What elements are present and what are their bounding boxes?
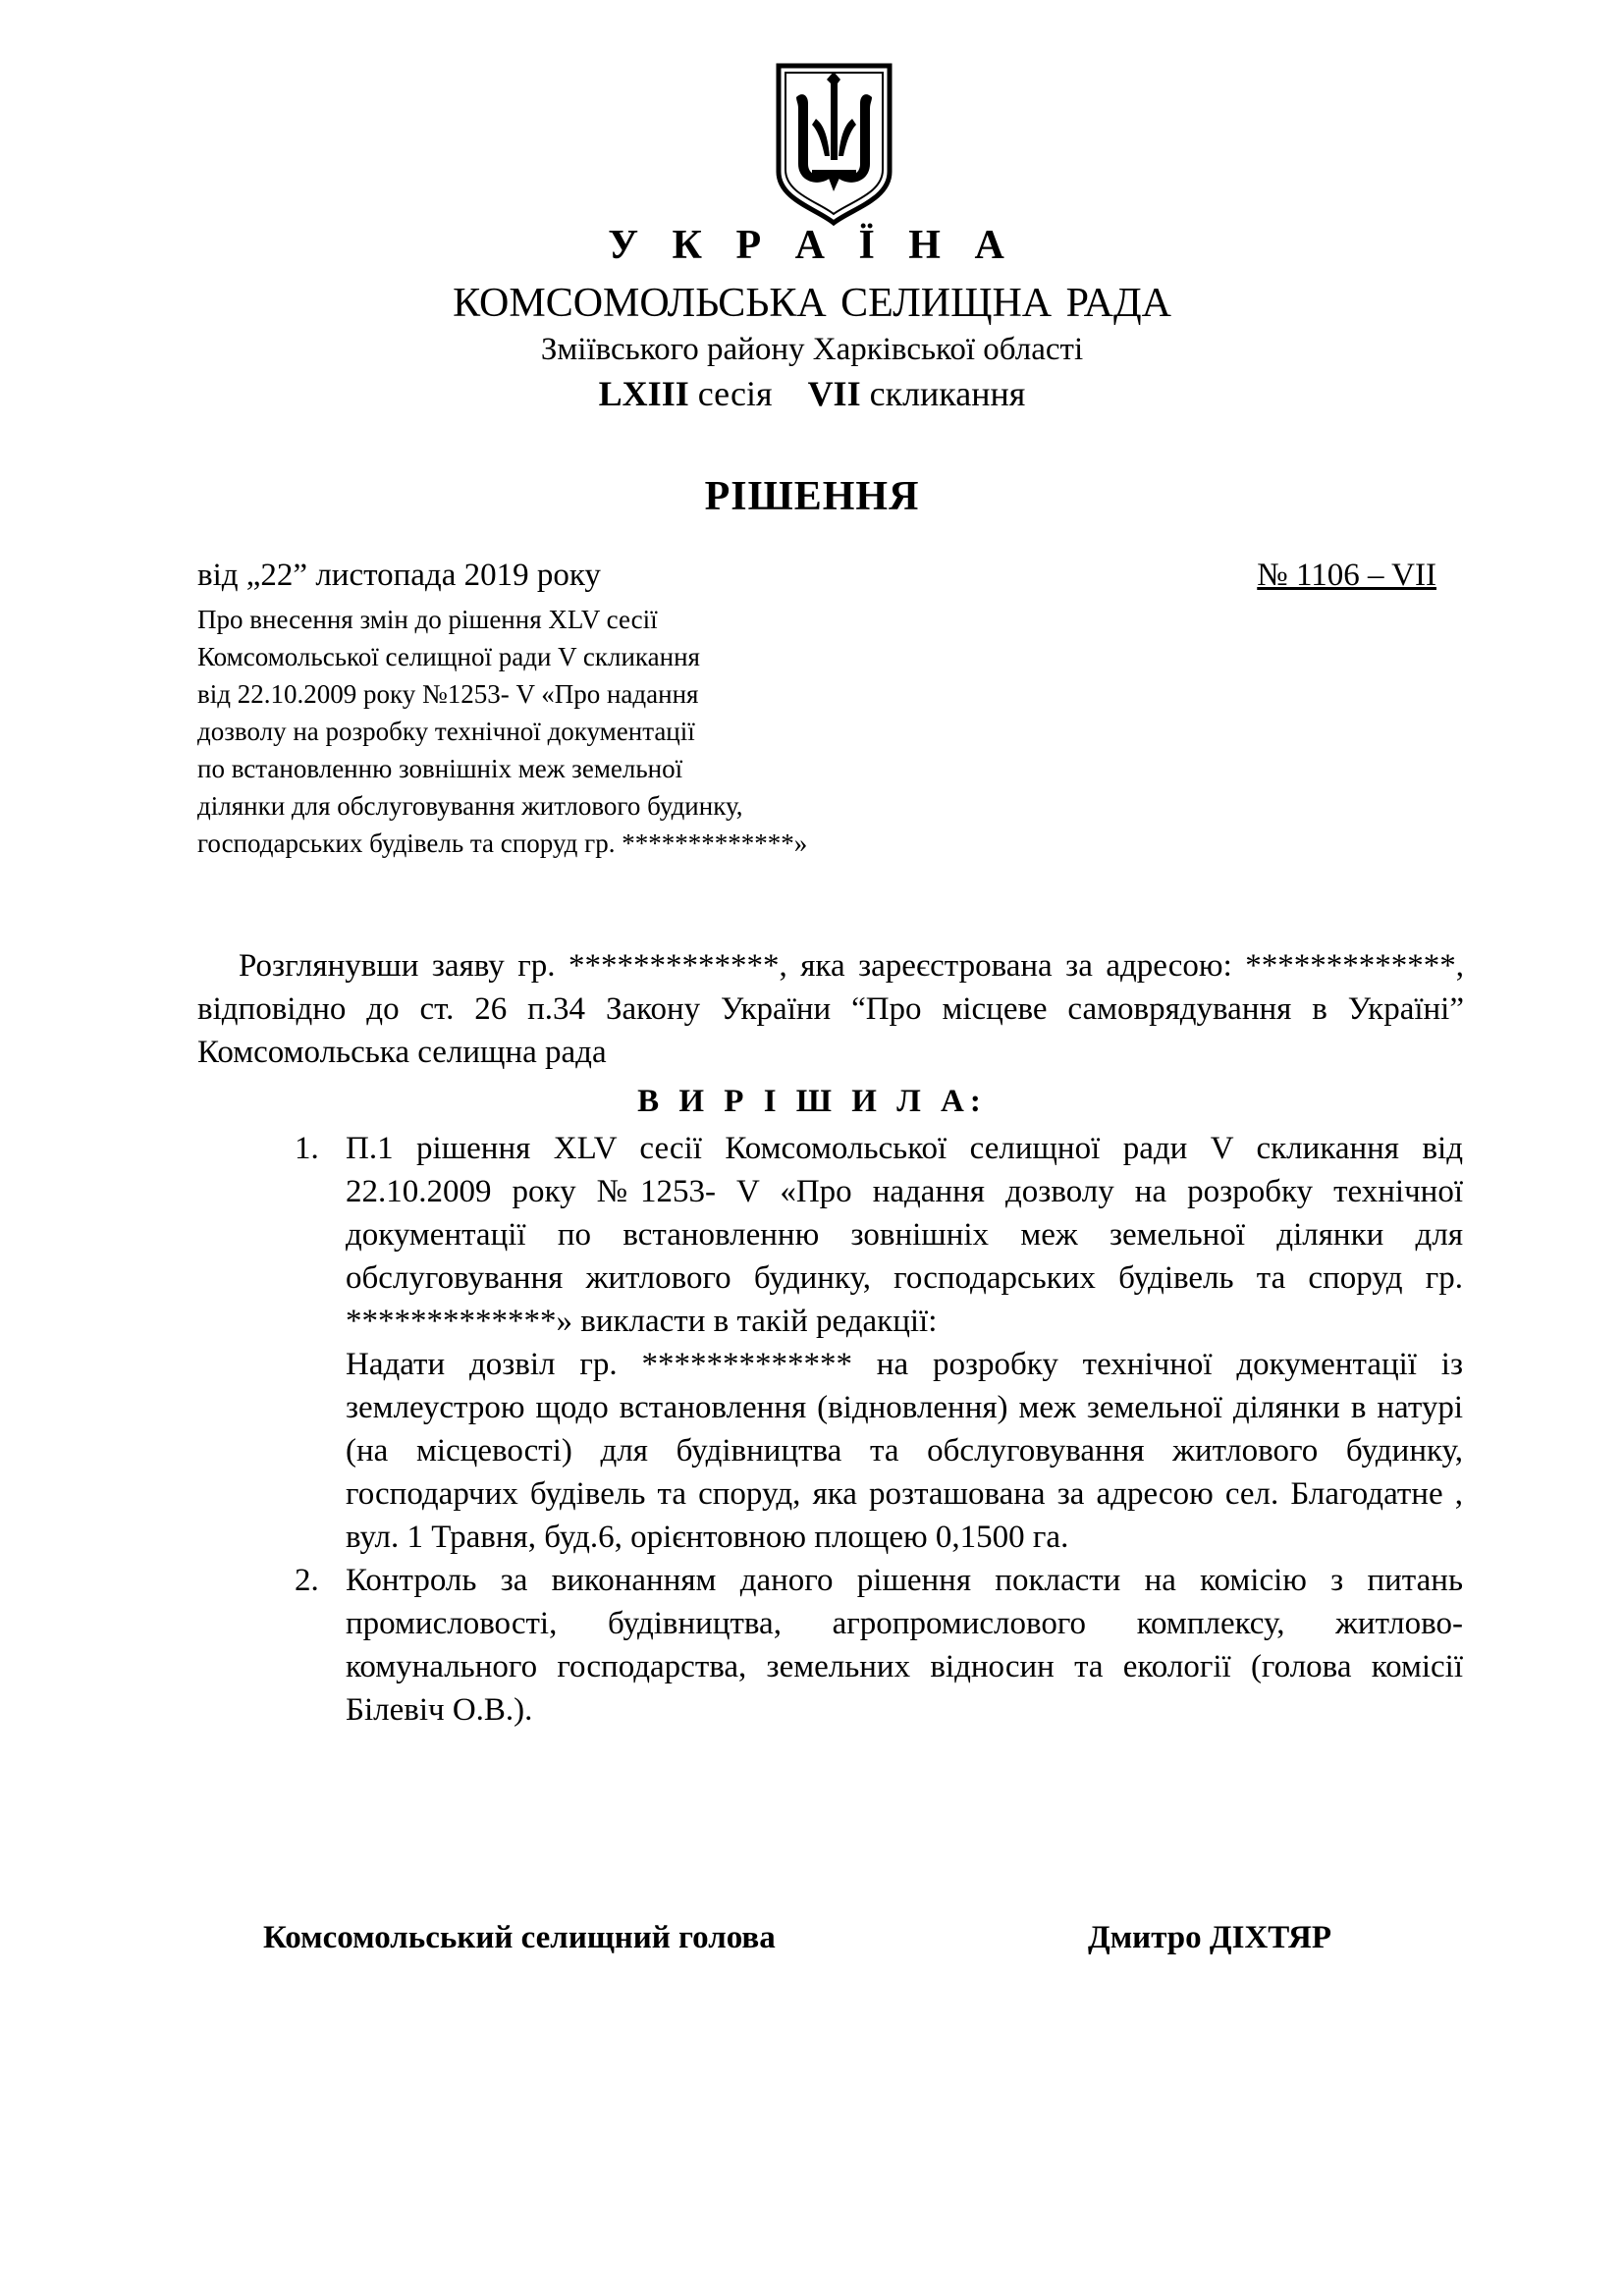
session-line xyxy=(0,373,1624,414)
subject-line: Про внесення змін до рішення XLV сесії xyxy=(197,605,658,634)
decision-date: від „22” листопада 2019 року xyxy=(197,558,601,593)
document-type-title: РІШЕННЯ xyxy=(704,474,920,519)
resolution-list xyxy=(295,1127,1463,1732)
session-roman: LXIII xyxy=(598,374,689,413)
preamble-paragraph: Розглянувши заяву гр. *************, яка зареєстрована за адресою: *************, відповідно до ст. 26 п.34 Закону України “Про місцеве самоврядування в Україні” Комсомольська селищна рада xyxy=(197,948,1464,1070)
council-name: КОМСОМОЛЬСЬКА СЕЛИЩНА РАДА xyxy=(453,281,1171,326)
subject-line: від 22.10.2009 року №1253- V «Про надання xyxy=(197,679,699,709)
item-text-new-wording: Надати дозвіл гр. ************* на розробку технічної документації із землеустрою щодо встановлення (відновлення) меж земельної ділянки в натурі (на місцевості) для будівництва та обслуговування житлового будинку, господарчих будівель та споруд, яка розташована за адресою сел. Благодатне , вул. 1 Травня, буд.6, орієнтовною площею 0,1500 га. xyxy=(346,1347,1463,1555)
trident-coat-of-arms-icon xyxy=(773,62,895,226)
country-heading: У К Р А Ї Н А xyxy=(608,223,1016,268)
resolved-heading: В И Р І Ш И Л А: xyxy=(637,1084,987,1119)
convocation-word: скликання xyxy=(869,374,1026,413)
subject-line: ділянки для обслуговування житлового будинку, xyxy=(197,791,743,821)
subject-line: дозволу на розробку технічної документації xyxy=(197,717,695,746)
item-number: 1. xyxy=(295,1131,319,1166)
subject-line: по встановленню зовнішніх меж земельної xyxy=(197,754,683,783)
list-item xyxy=(295,1559,1463,1732)
subject-line: господарських будівель та споруд гр. *************» xyxy=(197,828,808,858)
list-item xyxy=(295,1127,1463,1559)
item-text: Контроль за виконанням даного рішення покласти на комісію з питань промисловості, будівництва, агропромислового комплексу, житлово-комунального господарства, земельних відносин та екології (голова комісії Білевіч О.В.). xyxy=(346,1563,1463,1728)
decision-number: № 1106 – VII xyxy=(1257,558,1436,593)
item-text: П.1 рішення XLV сесії Комсомольської селищної ради V скликання від 22.10.2009 року №1253- V «Про надання дозволу на розробку технічної документації по встановленню зовнішніх меж земельної ділянки для обслуговування житлового будинку, господарських будівель та споруд гр. *************» викласти в такій редакції: xyxy=(346,1131,1463,1339)
signer-name: Дмитро ДІХТЯР xyxy=(1088,1920,1332,1955)
convocation-roman: VII xyxy=(807,374,861,413)
session-word: сесія xyxy=(697,374,773,413)
decision-subject xyxy=(197,601,807,862)
subject-line: Комсомольської селищної ради V скликання xyxy=(197,642,700,671)
item-number: 2. xyxy=(295,1563,319,1598)
district-line: Зміївського району Харківської області xyxy=(540,332,1084,367)
signer-title: Комсомольський селищний голова xyxy=(263,1920,776,1955)
